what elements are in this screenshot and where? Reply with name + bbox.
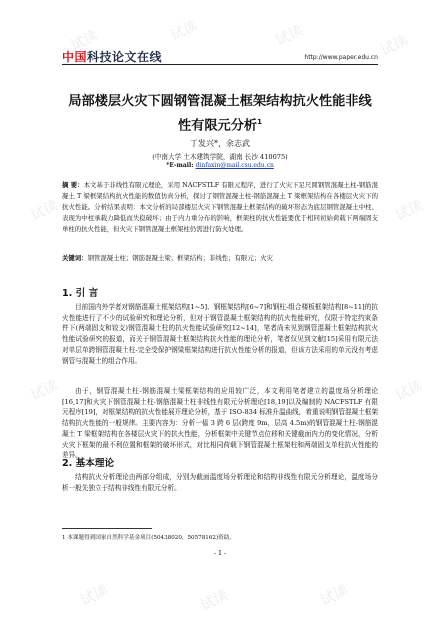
watermark: 试读: [198, 587, 231, 615]
keywords: [62, 253, 378, 262]
footnote: 1 本课题得到国家自然科学基金项目(50438020，50578162)资助。: [62, 535, 235, 541]
keywords-label: 关键词：: [62, 254, 88, 262]
abstract: [62, 180, 378, 235]
title-footnote-mark: 1: [257, 118, 262, 126]
email-link[interactable]: dinfaxin@mail.csu.edu.cn: [195, 162, 274, 169]
page-number: - 1 -: [213, 549, 227, 557]
watermark: 试读: [68, 27, 101, 55]
header-rule: [62, 64, 378, 65]
paragraph-2: 由于，钢管混凝土柱-钢筋混凝土梁框架结构的应用较广泛，本文利用笔者建立的温度场分析理论[16,17]和火灾下钢管混凝土柱-钢筋混凝土柱非线性有限元分析理论[18,19]以及编制的 NACFSTLF 有限元程序[19]，对框架结构的抗火性能展开理论分析，基于 ISO-834 标准升温曲线，着重说明钢管混凝土框架结构抗火性能的一般规律。主要内容为：分析一榀 3 跨 6 层(跨度 9m，层高 4.5m)的钢管混凝土柱-钢筋混凝土 T 梁框架结构在各楼层火灾下的抗火性能，分析框架中关键节点位移和关键截面内力的变化情况，分析火灾下框架的最不利位置和框架的破坏形式，对比相同荷载下钢管混凝土框架柱和两端固支单柱抗火性能的差异。: [62, 387, 378, 460]
paragraph-3: 结构抗火分析理论由两部分组成，分别为截面温度场分析理论和结构非线性有限元分析理论，温度场分析一般先独立于结构非线性有限元分析。: [62, 473, 378, 492]
footnote-rule: [62, 528, 152, 529]
title-line-2: 性有限元分析: [178, 118, 258, 134]
section-heading-theory: 2. 基本理论: [62, 458, 115, 469]
title-line-1: 局部楼层火灾下圆钢管混凝土框架结构抗火性能非线: [68, 94, 372, 109]
watermark: 试读: [318, 582, 351, 610]
abstract-label: 摘 要：: [62, 181, 84, 189]
watermark: 试读: [168, 17, 201, 45]
email-line: *E-mail: dinfaxin@mail.csu.edu.cn: [166, 162, 274, 169]
authors: 丁发兴*，余志武: [190, 139, 250, 148]
watermark: 试读: [393, 197, 426, 225]
keywords-text: 钢管混凝土柱；钢筋混凝土梁；框架结构；非线性；有限元；火灾: [87, 254, 273, 262]
abstract-text: 本文基于非线性有限元理论，采用 NACFSTLF 有限元程序，进行了火灾下足尺圆钢管混凝土柱-钢筋混凝土 T 梁框架结构抗火性能的数值仿真分析，探讨了钢管混凝土柱-钢筋混凝土 T 梁框架结构在各楼层火灾下的抗火性能。分析结果表明：本文分析的局部楼层火灾下钢管混凝土框架结构的破坏形态为底层钢管混凝土中柱、表现为中柱承载力降低而失稳破坏；由于内力重分布的影响，框架柱的抗火性能要优于相同初始荷载下两端固支单柱的抗火性能，但火灾下钢管混凝土框架柱仍需进行防火处理。: [62, 181, 378, 233]
header-url[interactable]: http://www.paper.edu.cn: [304, 54, 378, 61]
section-heading-introduction: 1. 引 言: [62, 288, 99, 299]
watermark: 试读: [28, 377, 61, 405]
watermark: 试读: [28, 197, 61, 225]
watermark: 试读: [78, 582, 111, 610]
watermark: 试读: [273, 22, 306, 50]
watermark: 试读: [393, 377, 426, 405]
watermark: 试读: [378, 32, 411, 60]
paper-title: [62, 92, 378, 136]
paragraph-1: 目前国内外学者对钢筋混凝土框架结构[1~5]、钢框架结构[6~7]和钢柱-组合楼板框架结构[8~11]的抗火性能进行了不少的试验研究和理论分析，但对于钢管混凝土框架结构的抗火性能研究，仅限于特定约束条件下(两端固支和铰支)钢管混凝土柱的抗火性能试验研究[12~14]，笔者尚未见到钢管混凝土框架结构抗火性能试验研究的报道，而关于钢管混凝土框架结构抗火性能的理论分析，笔者仅见到文献[15]采用有限元法对单层单跨钢管混凝土柱-完全受保护钢梁框架结构进行抗火性能分析的报道，但该方法采用的单元没有考虑钢管与混凝土的组合作用。: [62, 303, 378, 365]
journal-logo: 中国科技论文在线: [62, 50, 163, 64]
affiliation: (中南大学 土木建筑学院，湖南 长沙 410075): [152, 153, 288, 161]
